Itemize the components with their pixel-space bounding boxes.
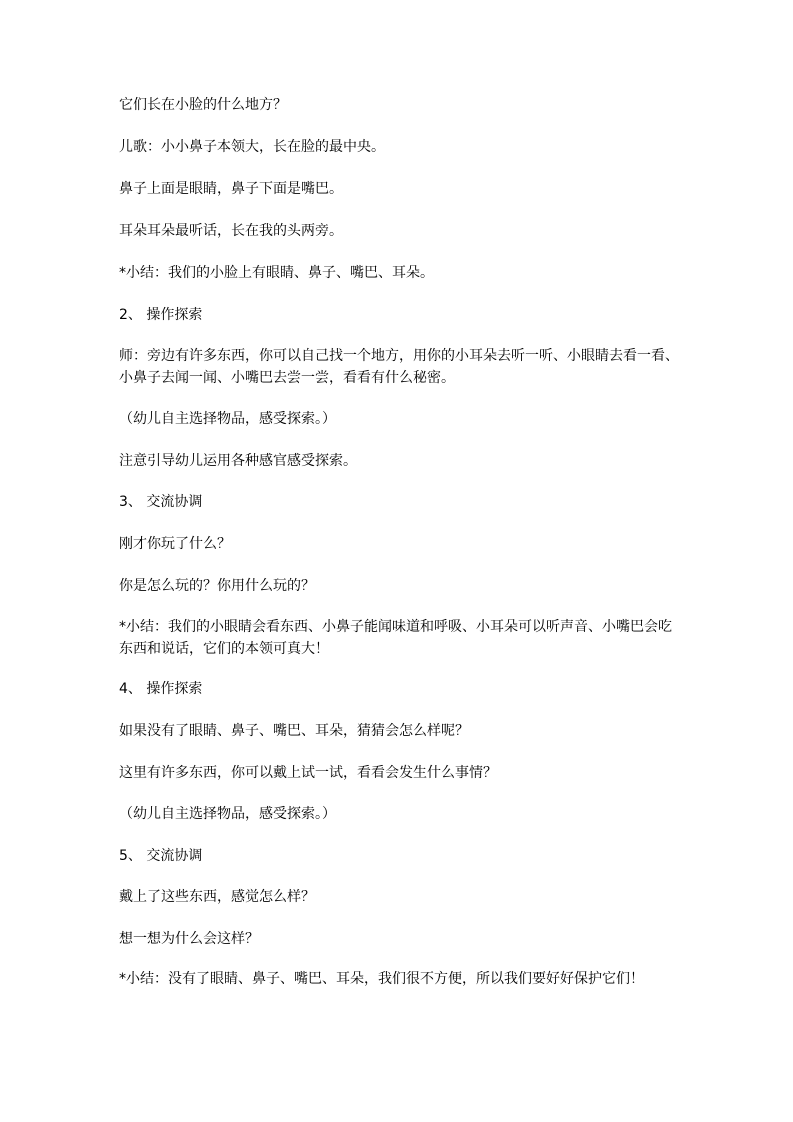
paragraph-question-how-feel: 戴上了这些东西，感觉怎么样？ [119,889,315,905]
paragraph-nursery-rhyme-line-3: 耳朵耳朵最听话，长在我的头两旁。 [119,223,343,239]
paragraph-nursery-rhyme-line-1: 儿歌：小小鼻子本领大，长在脸的最中央。 [119,139,385,155]
paragraph-question-how-played: 你是怎么玩的？你用什么玩的？ [119,578,315,594]
paragraph-question-without-senses: 如果没有了眼睛、鼻子、嘴巴、耳朵，猜猜会怎么样呢？ [119,723,469,739]
paragraph-question-location: 它们长在小脸的什么地方？ [119,97,287,113]
paragraph-nursery-rhyme-line-2: 鼻子上面是眼睛，鼻子下面是嘴巴。 [119,181,343,197]
paragraph-question-what-played: 刚才你玩了什么？ [119,536,231,552]
paragraph-guidance-note: 注意引导幼儿运用各种感官感受探索。 [119,453,357,469]
paragraph-child-activity-1: （幼儿自主选择物品，感受探索。） [119,411,336,427]
paragraph-teacher-instruction: 师：旁边有许多东西，你可以自己找一个地方，用你的小耳朵去听一听、小眼睛去看一看、小鼻子去闻一闻、小嘴巴去尝一尝，看看有什么秘密。 [119,348,679,386]
section-heading-4: 4、 操作探索 [119,681,203,697]
paragraph-try-items: 这里有许多东西，你可以戴上试一试，看看会发生什么事情？ [119,765,497,781]
paragraph-child-activity-2: （幼儿自主选择物品，感受探索。） [119,806,336,822]
paragraph-question-why: 想一想为什么会这样？ [119,931,259,947]
paragraph-summary-2: *小结：我们的小眼睛会看东西、小鼻子能闻味道和呼吸、小耳朵可以听声音、小嘴巴会吃东西和说话，它们的本领可真大！ [119,619,672,657]
section-heading-3: 3、 交流协调 [119,494,203,510]
paragraph-summary-1: *小结：我们的小脸上有眼睛、鼻子、嘴巴、耳朵。 [119,265,434,281]
paragraph-summary-3: *小结：没有了眼睛、鼻子、嘴巴、耳朵，我们很不方便，所以我们要好好保护它们！ [119,971,644,987]
section-heading-2: 2、 操作探索 [119,307,203,323]
section-heading-5: 5、 交流协调 [119,848,203,864]
